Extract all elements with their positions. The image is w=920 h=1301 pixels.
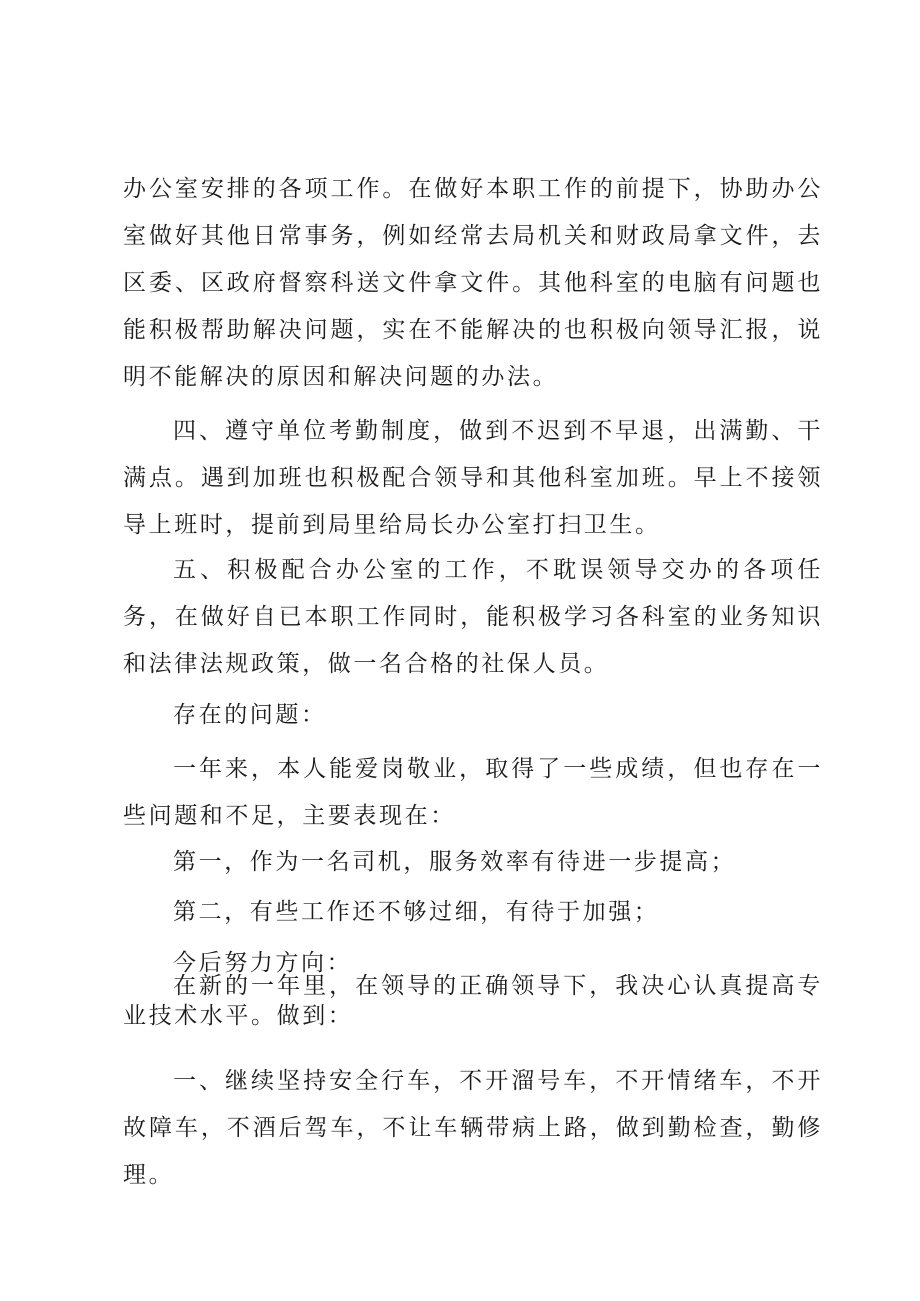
paragraph-new-year-goal: 在新的一年里，在领导的正确领导下，我决心认真提高专业技术水平。做到：: [123, 973, 823, 1029]
paragraph-office-duties: 办公室安排的各项工作。在做好本职工作的前提下，协助办公室做好其他日常事务，例如经常去局机关和财政局拿文件，去区委、区政府督察科送文件拿文件。其他科室的电脑有问题也能积极帮助解决问题，实在不能解决的也积极向领导汇报，说明不能解决的原因和解决问题的办法。: [123, 176, 823, 390]
paragraph-problem-one: 第一，作为一名司机，服务效率有待进一步提高；: [173, 849, 737, 875]
paragraph-cooperation: 五、积极配合办公室的工作，不耽误领导交办的各项任务，在做好自已本职工作同时，能积极学习各科室的业务知识和法律法规政策，做一名合格的社保人员。: [123, 557, 823, 677]
heading-future-direction: 今后努力方向：: [173, 950, 353, 976]
paragraph-attendance: 四、遵守单位考勤制度，做到不迟到不早退，出满勤、干满点。遇到加班也积极配合领导和其他科室加班。早上不接领导上班时，提前到局里给局长办公室打扫卫生。: [123, 418, 823, 538]
heading-existing-problems: 存在的问题：: [173, 702, 327, 728]
paragraph-safe-driving: 一、继续坚持安全行车，不开溜号车，不开情绪车，不开故障车，不酒后驾车，不让车辆带病上路，做到勤检查，勤修理。: [123, 1068, 823, 1188]
paragraph-year-summary: 一年来，本人能爱岗敬业，取得了一些成绩，但也存在一些问题和不足，主要表现在：: [123, 756, 823, 829]
paragraph-problem-two: 第二，有些工作还不够过细，有待于加强；: [173, 899, 660, 925]
